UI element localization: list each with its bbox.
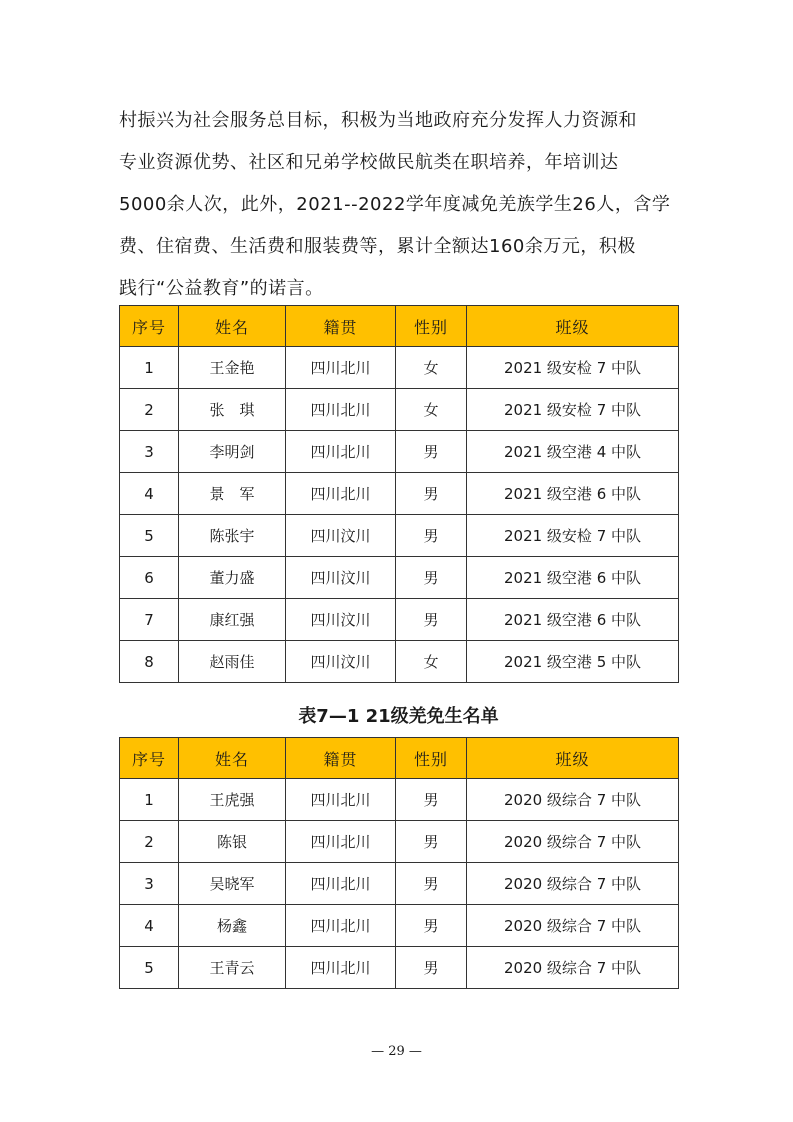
cell-class: 2021 级空港 4 中队 xyxy=(467,431,679,473)
cell-index: 1 xyxy=(120,347,179,389)
table-row xyxy=(120,431,679,473)
table-row xyxy=(120,821,679,863)
cell-name: 景 军 xyxy=(179,473,286,515)
table-body xyxy=(120,347,679,683)
cell-hometown: 四川北川 xyxy=(286,779,396,821)
cell-gender: 男 xyxy=(396,473,467,515)
cell-gender: 女 xyxy=(396,641,467,683)
header-name: 姓名 xyxy=(179,738,286,779)
cell-name: 赵雨佳 xyxy=(179,641,286,683)
cell-index: 6 xyxy=(120,557,179,599)
cell-name: 陈张宇 xyxy=(179,515,286,557)
cell-name: 张 琪 xyxy=(179,389,286,431)
header-index: 序号 xyxy=(120,738,179,779)
header-class: 班级 xyxy=(467,306,679,347)
table-row xyxy=(120,473,679,515)
student-table-2021 xyxy=(119,305,679,683)
paragraph-line: 5000余人次，此外，2021--2022学年度减免羌族学生26人，含学 xyxy=(119,194,671,215)
table-row xyxy=(120,779,679,821)
table-row xyxy=(120,515,679,557)
cell-class: 2021 级空港 6 中队 xyxy=(467,599,679,641)
cell-name: 王青云 xyxy=(179,947,286,989)
cell-hometown: 四川汶川 xyxy=(286,641,396,683)
cell-class: 2021 级安检 7 中队 xyxy=(467,389,679,431)
cell-name: 王虎强 xyxy=(179,779,286,821)
header-gender: 性别 xyxy=(396,306,467,347)
cell-gender: 男 xyxy=(396,599,467,641)
cell-index: 3 xyxy=(120,431,179,473)
cell-index: 8 xyxy=(120,641,179,683)
cell-hometown: 四川北川 xyxy=(286,947,396,989)
cell-name: 陈银 xyxy=(179,821,286,863)
cell-index: 2 xyxy=(120,821,179,863)
paragraph-line: 村振兴为社会服务总目标，积极为当地政府充分发挥人力资源和 xyxy=(119,110,637,131)
cell-index: 2 xyxy=(120,389,179,431)
paragraph-line: 践行“公益教育”的诺言。 xyxy=(119,278,324,299)
header-index: 序号 xyxy=(120,306,179,347)
paragraph-line: 费、住宿费、生活费和服装费等，累计全额达160余万元，积极 xyxy=(119,236,636,257)
cell-hometown: 四川北川 xyxy=(286,431,396,473)
cell-gender: 男 xyxy=(396,905,467,947)
cell-class: 2020 级综合 7 中队 xyxy=(467,863,679,905)
table-row xyxy=(120,599,679,641)
cell-index: 7 xyxy=(120,599,179,641)
cell-index: 3 xyxy=(120,863,179,905)
cell-class: 2020 级综合 7 中队 xyxy=(467,947,679,989)
cell-class: 2020 级综合 7 中队 xyxy=(467,821,679,863)
cell-gender: 男 xyxy=(396,821,467,863)
cell-index: 4 xyxy=(120,905,179,947)
cell-class: 2021 级空港 5 中队 xyxy=(467,641,679,683)
cell-gender: 男 xyxy=(396,947,467,989)
cell-class: 2021 级安检 7 中队 xyxy=(467,515,679,557)
table-row xyxy=(120,389,679,431)
cell-class: 2020 级综合 7 中队 xyxy=(467,779,679,821)
cell-index: 4 xyxy=(120,473,179,515)
table-row xyxy=(120,641,679,683)
cell-class: 2021 级空港 6 中队 xyxy=(467,557,679,599)
cell-hometown: 四川北川 xyxy=(286,473,396,515)
cell-gender: 男 xyxy=(396,779,467,821)
table-row xyxy=(120,557,679,599)
cell-name: 董力盛 xyxy=(179,557,286,599)
cell-name: 杨鑫 xyxy=(179,905,286,947)
cell-name: 王金艳 xyxy=(179,347,286,389)
cell-gender: 女 xyxy=(396,347,467,389)
cell-gender: 男 xyxy=(396,515,467,557)
cell-index: 5 xyxy=(120,515,179,557)
cell-class: 2021 级空港 6 中队 xyxy=(467,473,679,515)
header-gender: 性别 xyxy=(396,738,467,779)
cell-name: 李明剑 xyxy=(179,431,286,473)
paragraph-line: 专业资源优势、社区和兄弟学校做民航类在职培养，年培训达 xyxy=(119,152,619,173)
table-body xyxy=(120,779,679,989)
header-class: 班级 xyxy=(467,738,679,779)
cell-hometown: 四川北川 xyxy=(286,905,396,947)
cell-gender: 男 xyxy=(396,557,467,599)
cell-hometown: 四川北川 xyxy=(286,347,396,389)
cell-gender: 男 xyxy=(396,863,467,905)
table-caption: 表7—1 21级羌免生名单 xyxy=(298,706,499,727)
header-name: 姓名 xyxy=(179,306,286,347)
cell-class: 2020 级综合 7 中队 xyxy=(467,905,679,947)
body-paragraph xyxy=(119,100,679,310)
cell-hometown: 四川北川 xyxy=(286,389,396,431)
table-header-row xyxy=(120,306,679,347)
cell-gender: 女 xyxy=(396,389,467,431)
cell-hometown: 四川汶川 xyxy=(286,557,396,599)
cell-index: 5 xyxy=(120,947,179,989)
cell-index: 1 xyxy=(120,779,179,821)
cell-name: 康红强 xyxy=(179,599,286,641)
cell-hometown: 四川北川 xyxy=(286,821,396,863)
header-hometown: 籍贯 xyxy=(286,738,396,779)
cell-hometown: 四川汶川 xyxy=(286,599,396,641)
table-row xyxy=(120,905,679,947)
student-table-2020 xyxy=(119,737,679,989)
header-hometown: 籍贯 xyxy=(286,306,396,347)
cell-class: 2021 级安检 7 中队 xyxy=(467,347,679,389)
cell-gender: 男 xyxy=(396,431,467,473)
cell-hometown: 四川汶川 xyxy=(286,515,396,557)
table-row xyxy=(120,863,679,905)
table-row xyxy=(120,947,679,989)
cell-hometown: 四川北川 xyxy=(286,863,396,905)
table-header-row xyxy=(120,738,679,779)
table-row xyxy=(120,347,679,389)
cell-name: 吴晓军 xyxy=(179,863,286,905)
page-number: — 29 — xyxy=(371,1044,422,1059)
